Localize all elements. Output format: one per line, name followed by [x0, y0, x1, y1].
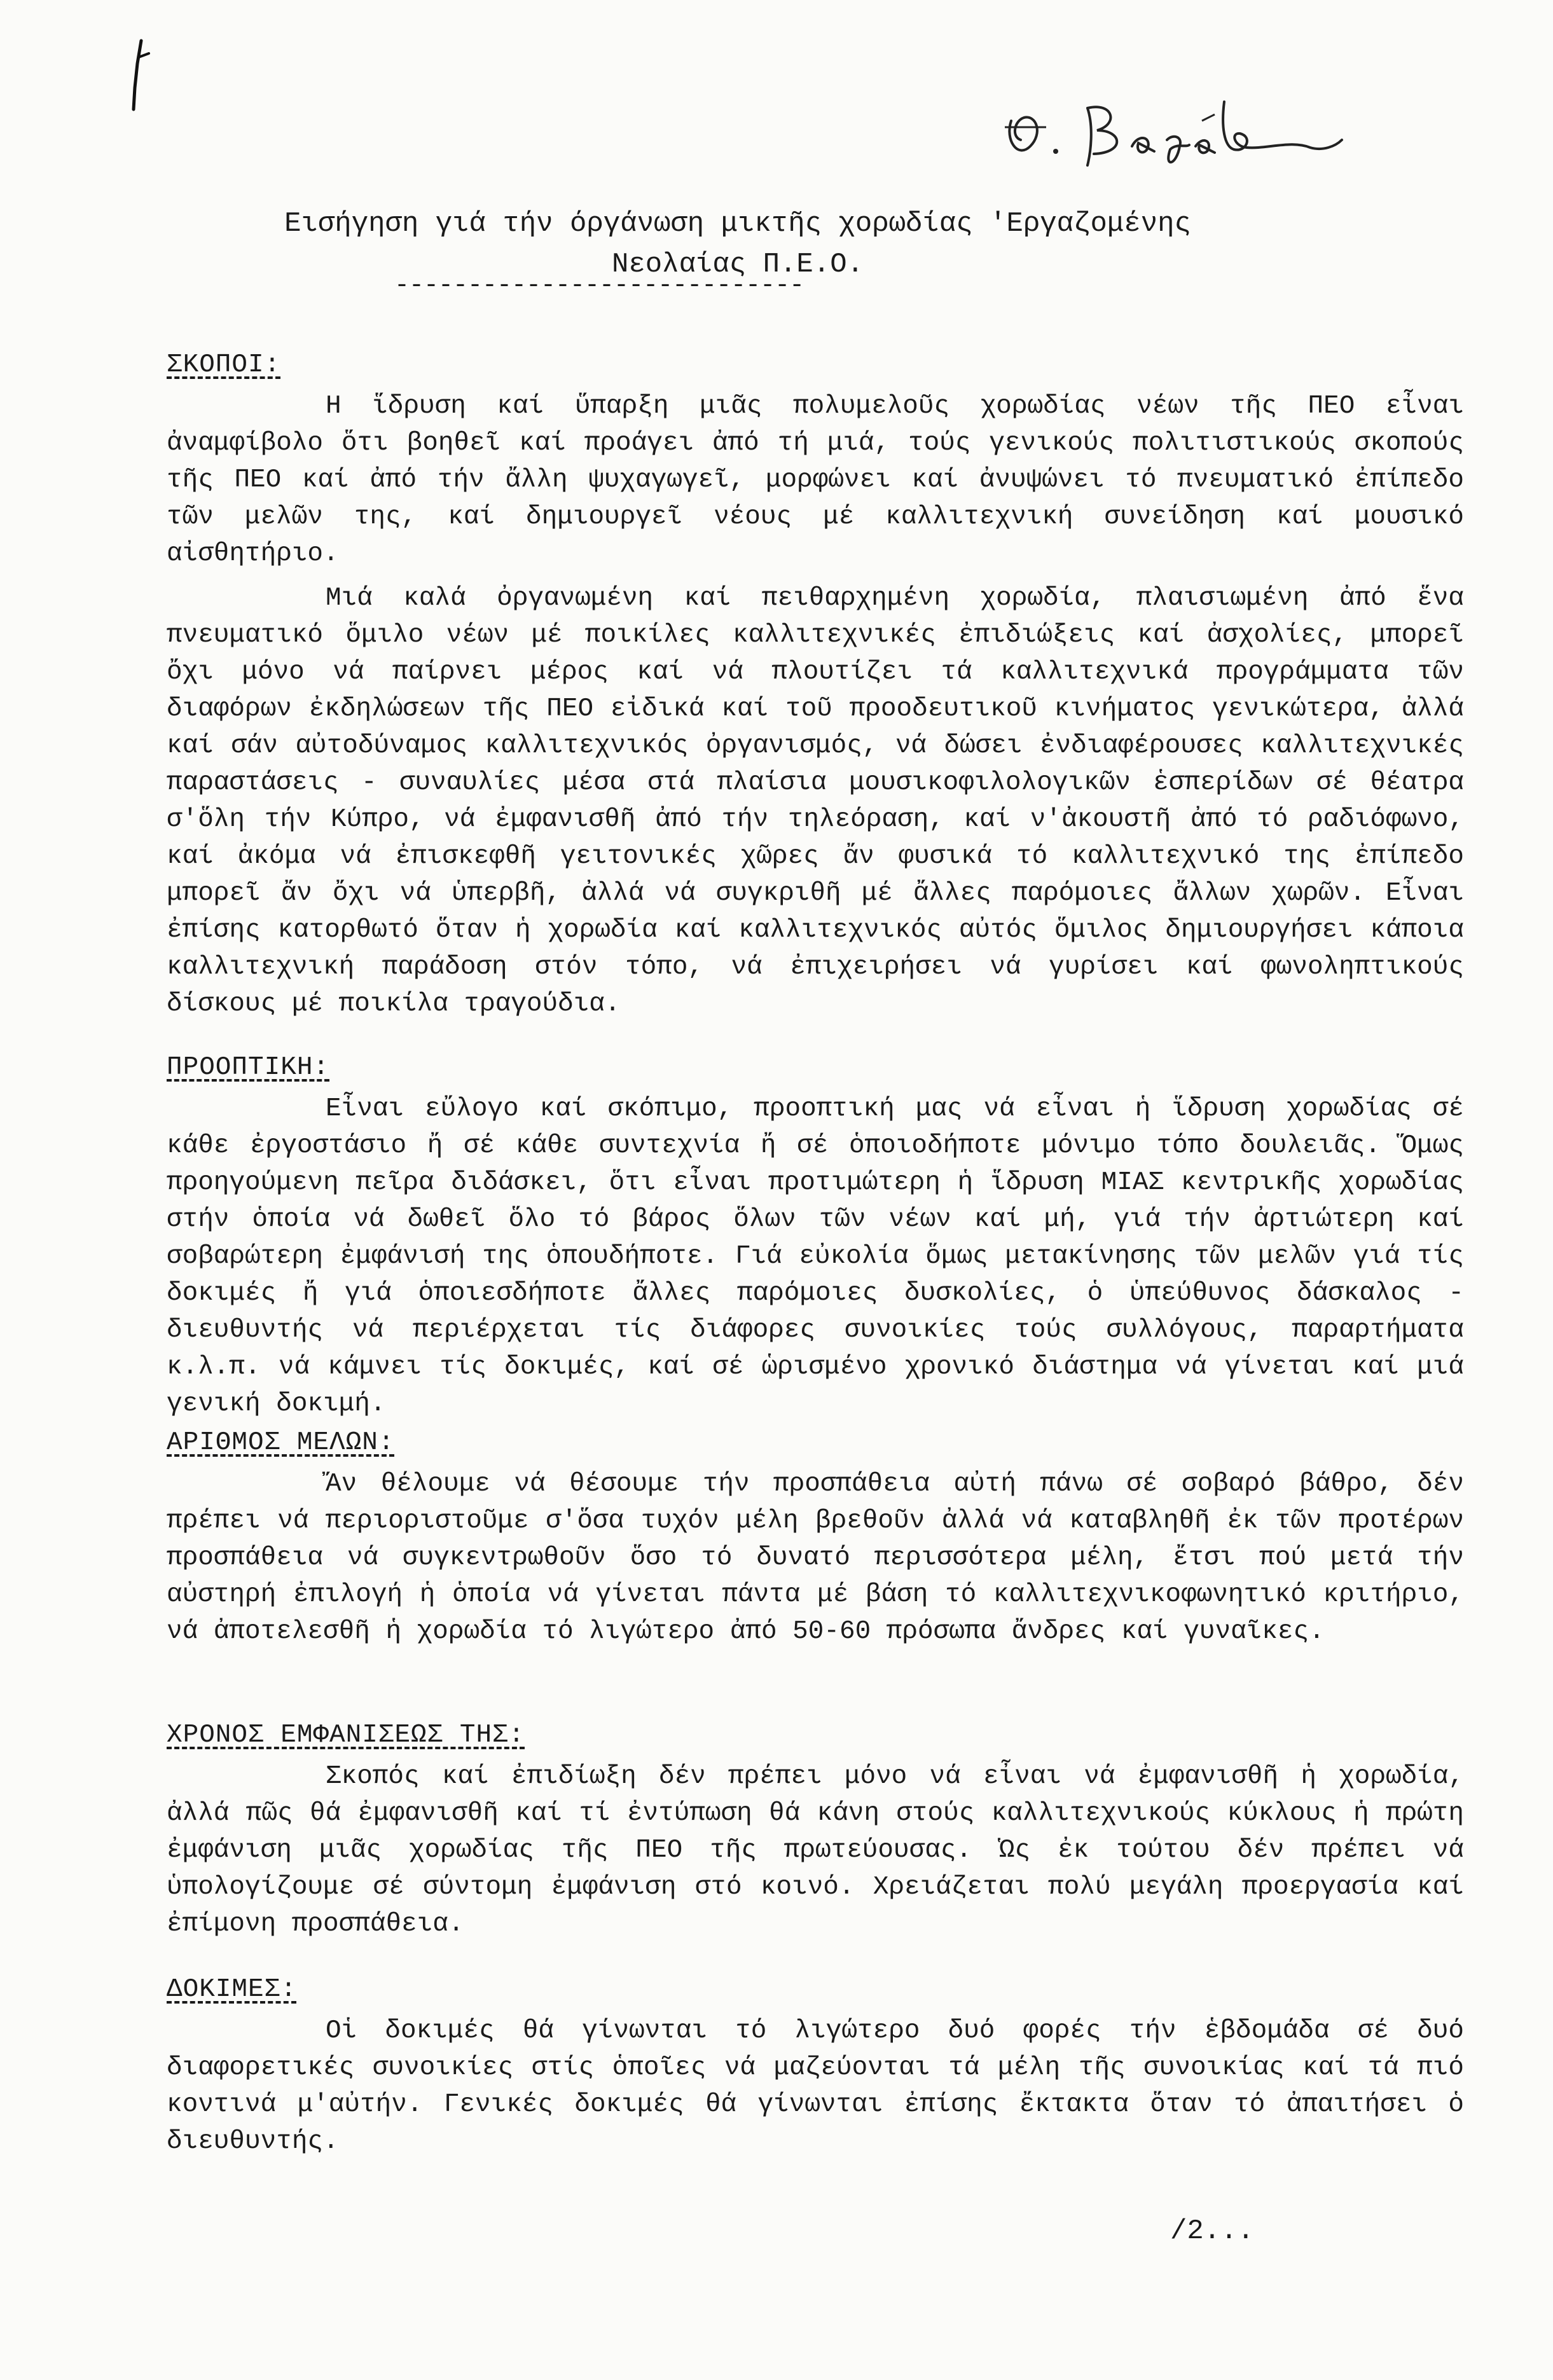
section-members — [167, 1424, 1464, 1650]
section-heading: ΔΟΚΙΜΕΣ: — [167, 1975, 297, 2004]
section-heading: ΑΡΙΘΜΟΣ ΜΕΛΩΝ: — [167, 1428, 395, 1457]
section-heading: ΣΚΟΠΟΙ: — [167, 350, 281, 380]
section-paragraph: Μιά καλά ὀργανωμένη καί πειθαρχημένη χορωδία, πλαισιωμένη ἀπό ἕνα πνευματικό ὅμιλο νέων μέ ποικίλες καλλιτεχνικές ἐπιδιώξεις καί ἀσχολίες, μπορεῖ ὄχι μόνο νά παίρνει μέρος καί νά πλουτίζει τά καλλιτεχνικά προγράμματα τῶν διαφόρων ἐκδηλώσεων τῆς ΠΕΟ εἰδικά καί τοῦ προοδευτικοῦ κινήματος γενικώτερα, ἀλλά καί σάν αὐτοδύναμος καλλιτεχνικός ὀργανισμός, νά δώσει ἐνδιαφέρουσες καλλιτεχνικές παραστάσεις - συναυλίες μέσα στά πλαίσια μουσικοφιλολογικῶν ἑσπερίδων σέ θέατρα σ'ὅλη τήν Κύπρο, νά ἐμφανισθῆ ἀπό τήν τηλεόραση, καί ν'ἀκουστῆ ἀπό τό ραδιόφωνο, καί ἀκόμα νά ἐπισκεφθῆ γειτονικές χῶρες ἄν φυσικά τό καλλιτεχνικό της ἐπίπεδο μπορεῖ ἄν ὄχι νά ὑπερβῆ, ἀλλά νά συγκριθῆ μέ ἄλλες παρόμοιες ἄλλων χωρῶν. Εἶναι ἐπίσης κατορθωτό ὅταν ἡ χορωδία καί καλλιτεχνικός αὐτός ὅμιλος δημιουργήσει κάποια καλλιτεχνική παράδοση στόν τόπο, νά ἐπιχειρήσει νά γυρίσει καί φωνοληπτικούς δίσκους μέ ποικίλα τραγούδια. — [167, 584, 1464, 1019]
section-paragraph: Ἄν θέλουμε νά θέσουμε τήν προσπάθεια αὐτή πάνω σέ σοβαρό βάθρο, δέν πρέπει νά περιοριστοῦμε σ'ὅσα τυχόν μέλη βρεθοῦν ἀλλά νά καταβληθῆ ἐκ τῶν προτέρων προσπάθεια νά συγκεντρωθοῦν ὅσο τό δυνατό περισσότερα μέλη, ἔτσι πού μετά τήν αὐστηρή ἐπιλογή ἡ ὁποία νά γίνεται πάντα μέ βάση τό καλλιτεχνικοφωνητικό κριτήριο, νά ἀποτελεσθῆ ἡ χορωδία τό λιγώτερο ἀπό 50-60 πρόσωπα ἄνδρες καί γυναῖκες. — [167, 1469, 1464, 1646]
section-perspective — [167, 1049, 1464, 1422]
section-appearance-time — [167, 1717, 1464, 1943]
section-paragraph: Σκοπός καί ἐπιδίωξη δέν πρέπει μόνο νά εἶναι νά ἐμφανισθῆ ἡ χορωδία, ἀλλά πῶς θά ἐμφανισθῆ καί τί ἐντύπωση θά κάνη στούς καλλιτεχνικούς κύκλους ἡ πρώτη ἐμφάνιση μιᾶς χορωδίας τῆς ΠΕΟ τῆς πρωτεύουσας. Ὡς ἐκ τούτου δέν πρέπει νά ὑπολογίζουμε σέ σύντομη ἐμφάνιση στό κοινό. Χρειάζεται πολύ μεγάλη προεργασία καί ἐπίμονη προσπάθεια. — [167, 1762, 1464, 1939]
section-heading: ΠΡΟΟΠΤΙΚΗ: — [167, 1053, 330, 1082]
page-marker: /2... — [1170, 2215, 1255, 2247]
section-rehearsals — [167, 1971, 1464, 2160]
ink-mark — [127, 38, 153, 114]
title-line-1: Εισήγηση γιά τήν όργάνωση μικτῆς χορωδίας 'Εργαζομένης — [284, 208, 1191, 240]
title-rule: ---------------------------- — [394, 272, 804, 300]
section-paragraph: Η ἵδρυση καί ὕπαρξη μιᾶς πολυμελοῦς χορωδίας νέων τῆς ΠΕΟ εἶναι ἀναμφίβολο ὅτι βοηθεῖ καί προάγει ἀπό τή μιά, τούς γενικούς πολιτιστικούς σκοπούς τῆς ΠΕΟ καί ἀπό τήν ἄλλη ψυχαγωγεῖ, μορφώνει καί ἀνυψώνει τό πνευματικό ἐπίπεδο τῶν μελῶν της, καί δημιουργεῖ νέους μέ καλλιτεχνική συνείδηση καί μουσικό αἰσθητήριο. — [167, 392, 1464, 568]
title-line-2: Νεολαίας Π.Ε.Ο. — [611, 249, 864, 280]
section-paragraph: Οἱ δοκιμές θά γίνωνται τό λιγώτερο δυό φορές τήν ἑβδομάδα σέ δυό διαφορετικές συνοικίες στίς ὁποῖες νά μαζεύονται τά μέλη τῆς συνοικίας καί τά πιό κοντινά μ'αὐτήν. Γενικές δοκιμές θά γίνωνται ἐπίσης ἔκτακτα ὅταν τό ἀπαιτήσει ὁ διευθυντής. — [167, 2016, 1464, 2156]
section-goals — [167, 347, 1464, 1022]
handwritten-signature — [992, 76, 1348, 172]
section-paragraph: Εἶναι εὔλογο καί σκόπιμο, προοπτική μας νά εἶναι ἡ ἵδρυση χορωδίας σέ κάθε ἐργοστάσιο ἤ σέ κάθε συντεχνία ἤ σέ ὁποιοδήποτε μόνιμο τόπο δουλειᾶς. Ὅμως προηγούμενη πεῖρα διδάσκει, ὅτι εἶναι προτιμώτερη ἡ ἵδρυση ΜΙΑΣ κεντρικῆς χορωδίας στήν ὁποία νά δωθεῖ ὅλο τό βάρος ὅλων τῶν νέων καί μή, γιά τήν ἀρτιώτερη καί σοβαρώτερη ἐμφάνισή της ὁπουδήποτε. Γιά εὐκολία ὅμως μετακίνησης τῶν μελῶν γιά τίς δοκιμές ἤ γιά ὁποιεσδήποτε ἄλλες παρόμοιες δυσκολίες, ὁ ὑπεύθυνος δάσκαλος - διευθυντής νά περιέρχεται τίς διάφορες συνοικίες τούς συλλόγους, παραρτήματα κ.λ.π. νά κάμνει τίς δοκιμές, καί σέ ὡρισμένο χρονικό διάστημα νά γίνεται καί μιά γενική δοκιμή. — [167, 1094, 1464, 1419]
section-heading: ΧΡΟΝΟΣ ΕΜΦΑΝΙΣΕΩΣ ΤΗΣ: — [167, 1721, 525, 1750]
